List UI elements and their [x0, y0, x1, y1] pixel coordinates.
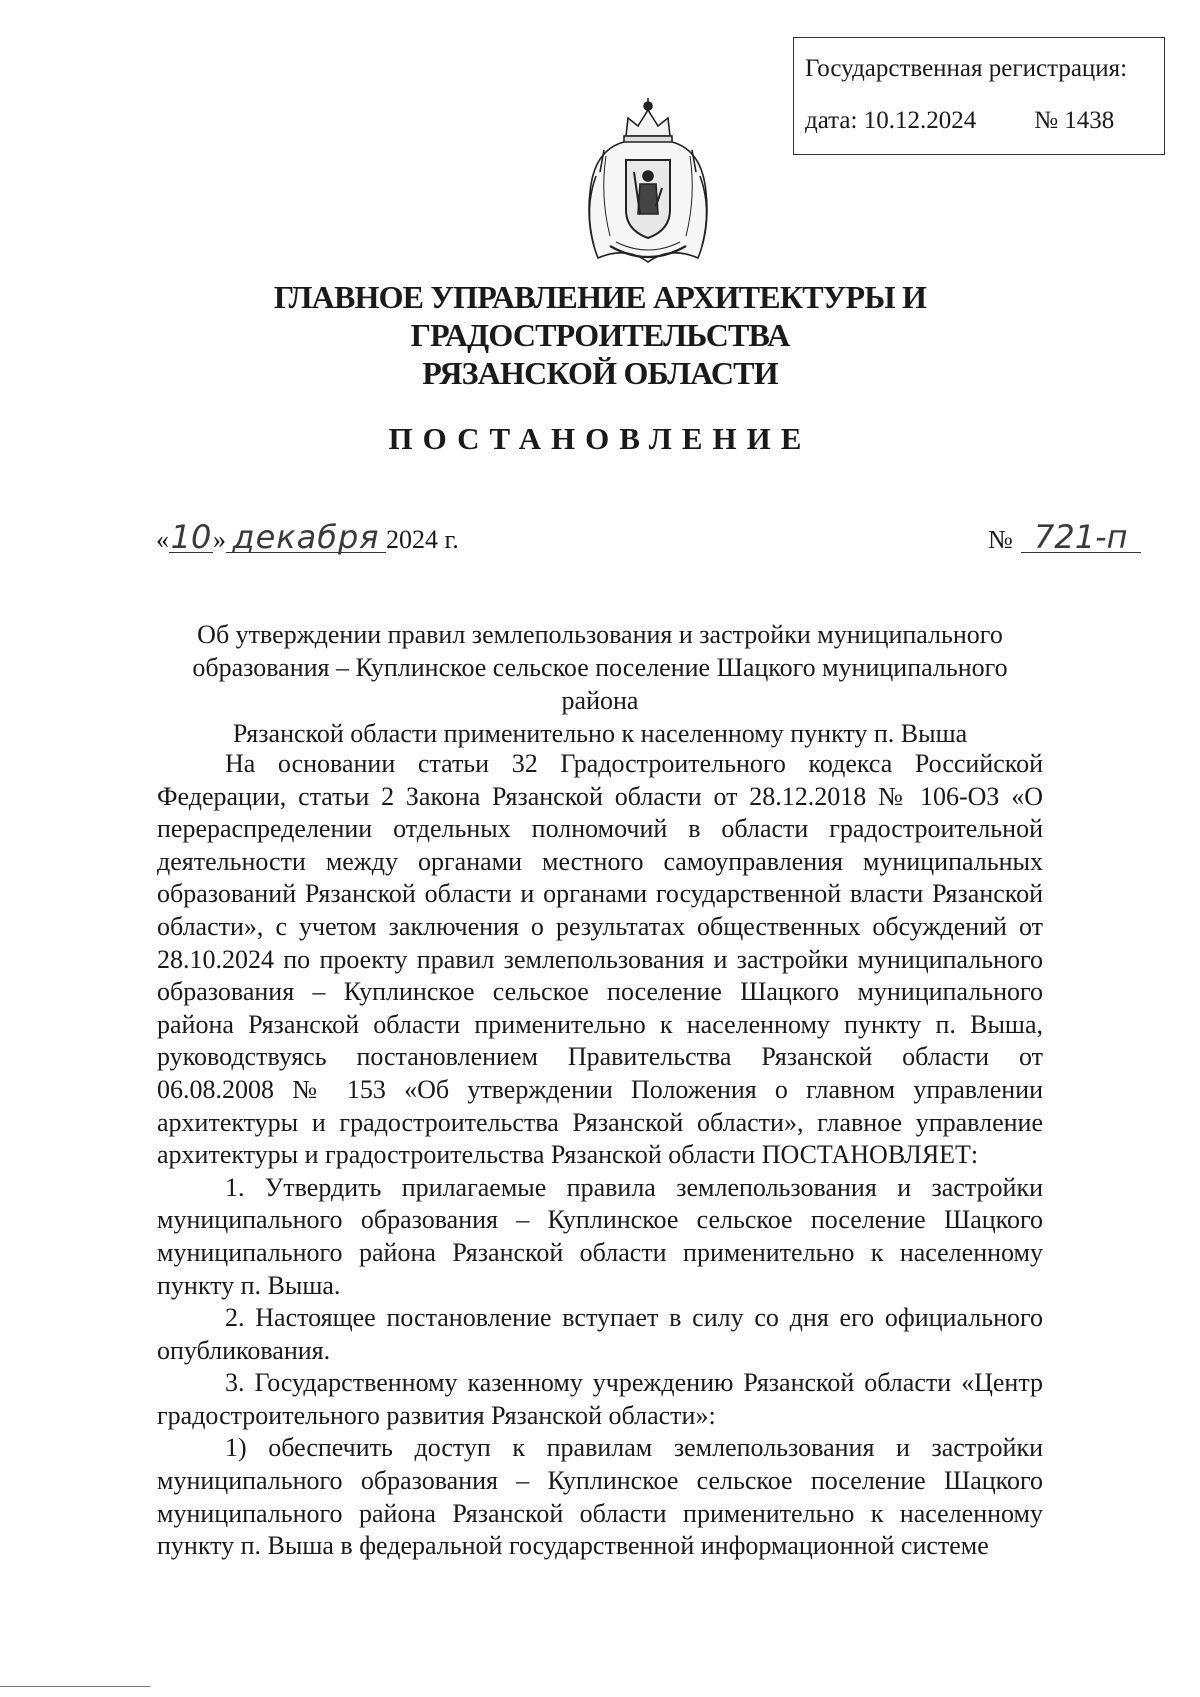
number-sign: №	[988, 525, 1013, 554]
number-handwritten: 721-п	[1021, 522, 1141, 553]
document-subject	[160, 618, 1040, 750]
issuing-authority-line-2: РЯЗАНСКОЙ ОБЛАСТИ	[422, 355, 778, 391]
registration-details	[805, 108, 1164, 133]
registration-number: № 1438	[1034, 107, 1115, 134]
registration-title: Государственная регистрация:	[805, 55, 1128, 82]
document-date	[156, 518, 459, 556]
document-type: ПОСТАНОВЛЕНИЕ	[388, 421, 812, 456]
item-1-paragraph: 1. Утвердить прилагаемые правила землепользования и застройки муниципального образования – Куплинское сельское поселение Шацкого муниципального района Рязанской области применительно к населенному пункту п. Выша.	[157, 1172, 1043, 1300]
date-close-quote: »	[213, 525, 226, 554]
item-3-1-paragraph: 1) обеспечить доступ к правилам землепользования и застройки муниципального образования – Куплинское сельское поселение Шацкого муниципального района Рязанской области применительно к населенному пункту п. Выша в федеральной государственной информационной системе	[157, 1433, 1043, 1561]
ryazan-coat-of-arms-icon	[576, 96, 720, 268]
registration-stamp	[793, 37, 1165, 155]
item-3-paragraph: 3. Государственному казенному учреждению Рязанской области «Центр градостроительного развития Рязанской области»:	[157, 1368, 1043, 1430]
preamble-paragraph: На основании статьи 32 Градостроительного кодекса Российской Федерации, статьи 2 Закона Рязанской области от 28.12.2018 № 106-ОЗ «О перераспределении отдельных полномочий в области градостроительной деятельности между органами местного самоуправления муниципальных образований Рязанской области и органами государственной власти Рязанской области», с учетом заключения о результатах общественных обсуждений от 28.10.2024 по проекту правил землепользования и застройки муниципального образования – Куплинское сельское поселение Шацкого муниципального района Рязанской области применительно к населенному пункту п. Выша, руководствуясь постановлением Правительства Рязанской области от 06.08.2008 № 153 «Об утверждении Положения о главном управлении архитектуры и градостроительства Рязанской области», главное управление архитектуры и градостроительства Рязанской области ПОСТАНОВЛЯЕТ:	[157, 749, 1043, 1170]
date-month-handwritten: декабря	[226, 522, 386, 553]
document-body	[157, 748, 1043, 1563]
date-open-quote: «	[156, 525, 169, 554]
subject-line-2: образования – Куплинское сельское поселение Шацкого муниципального района	[192, 653, 1008, 715]
document-number	[988, 518, 1141, 556]
date-year: 2024 г.	[386, 525, 459, 554]
subject-line-1: Об утверждении правил землепользования и застройки муниципального	[197, 620, 1003, 649]
issuing-authority-line-1: ГЛАВНОЕ УПРАВЛЕНИЕ АРХИТЕКТУРЫ И ГРАДОСТРОИТЕЛЬСТВА	[273, 279, 927, 353]
item-2-paragraph: 2. Настоящее постановление вступает в силу со дня его официального опубликования.	[157, 1303, 1043, 1365]
registration-date: дата: 10.12.2024	[805, 107, 977, 134]
issuing-authority	[120, 278, 1080, 392]
date-day-handwritten: 10	[170, 518, 212, 556]
page-edge-mark	[0, 1686, 150, 1687]
subject-line-3: Рязанской области применительно к населенному пункту п. Выша	[232, 719, 968, 748]
